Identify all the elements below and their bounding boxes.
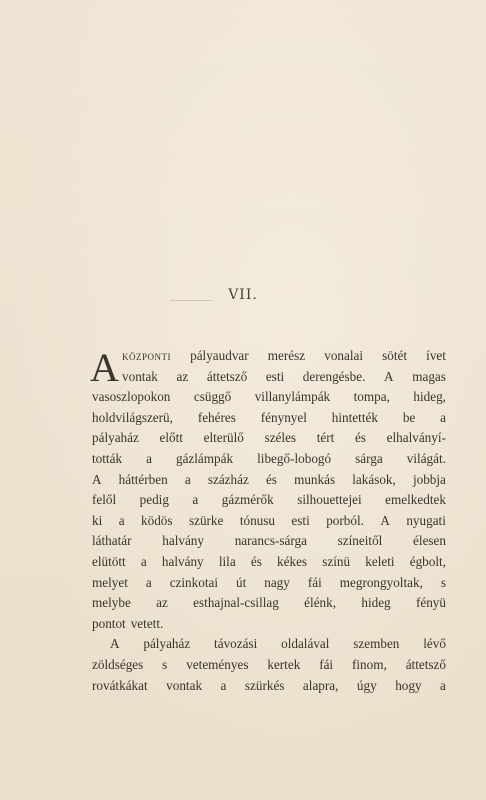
text-line: A pályaház távozási oldalával szemben lévő bbox=[110, 636, 446, 652]
paragraph-2 bbox=[92, 634, 446, 696]
text-line: rovátkákat vontak a szürkés alapra, úgy hogy a bbox=[92, 677, 446, 693]
chapter-heading: VII. bbox=[228, 287, 258, 303]
text-line: vontak az áttetsző esti derengésbe. A magas bbox=[122, 368, 446, 384]
text-line: pályaház előtt elterülő széles tért és elhalványí- bbox=[92, 430, 446, 446]
text-line: vasoszlopokon csüggő villanylámpák tompa, hideg, bbox=[92, 389, 446, 405]
paragraph-1-lines bbox=[92, 346, 446, 634]
text-line: pontot vetett. bbox=[92, 615, 164, 631]
paragraph-1 bbox=[92, 346, 446, 634]
text-line: ki a ködös szürke tónusu esti porból. A nyugati bbox=[92, 512, 446, 528]
text-line: melyet a czinkotai út nagy fái megrongyoltak, s bbox=[92, 574, 446, 590]
text-line: melybe az esthajnal-csillag élénk, hideg fényü bbox=[92, 595, 446, 611]
drop-cap: A bbox=[90, 345, 119, 390]
body-text bbox=[92, 346, 446, 696]
text-line: A háttérben a százház és munkás lakások, jobbja bbox=[92, 471, 446, 487]
text-line: felől pedig a gázmérők silhouettejei emelkedtek bbox=[92, 492, 446, 508]
text-line: holdvilágszerü, fehéres fénynyel hintették be a bbox=[92, 409, 446, 425]
decorative-rule bbox=[170, 300, 212, 301]
text-line: tották a gázlámpák libegő-lobogó sárga világát. bbox=[92, 450, 446, 466]
text-line: elütött a halvány lila és kékes színü keleti égbolt, bbox=[92, 553, 446, 569]
text-line: láthatár halvány narancs-sárga színeitől élesen bbox=[92, 533, 446, 549]
text-line: központi pályaudvar merész vonalai sötét ívet bbox=[122, 348, 446, 363]
text-line: zöldséges s veteményes kertek fái finom, áttetsző bbox=[92, 656, 446, 672]
